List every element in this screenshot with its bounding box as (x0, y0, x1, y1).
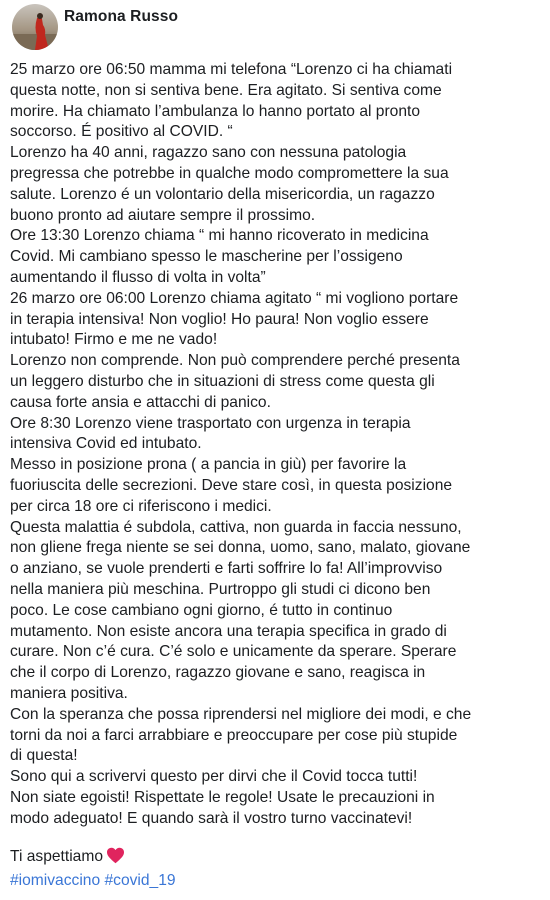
post-text-line: Con la speranza che possa riprendersi nel migliore dei modi, e che (10, 705, 472, 723)
post-text-line: curare. Non c’é cura. C’é solo e unicamente da sperare. Sperare (10, 643, 457, 661)
post-text-line: nella maniera più meschina. Purtroppo gli studi ci dicono ben (10, 580, 431, 598)
post-text-line: Covid. Mi cambiano spesso le mascherine per l’ossigeno (10, 248, 403, 266)
post-text-line: Sono qui a scrivervi questo per dirvi che il Covid tocca tutti! (10, 768, 418, 786)
post-text-line: in terapia intensiva! Non voglio! Ho paura! Non voglio essere (10, 310, 429, 328)
post-header (12, 4, 550, 54)
post-text-line: o anziano, se vuole prenderti e farti soffrire lo fa! All’improvviso (10, 560, 443, 578)
post-closing (10, 846, 544, 891)
post-text-line: fuoriuscita delle secrezioni. Deve stare così, in questa posizione (10, 476, 453, 494)
hashtag-link[interactable]: #covid_19 (104, 872, 176, 889)
post-text-line: di questa! (10, 747, 78, 765)
hashtags-line (10, 870, 544, 891)
author-name[interactable]: Ramona Russo (64, 8, 179, 25)
post-text-line: pregressa che potrebbe in qualche modo compromettere la sua (10, 164, 449, 182)
post-text (10, 60, 544, 829)
avatar[interactable] (12, 4, 58, 50)
closing-text: Ti aspettiamo (10, 848, 104, 865)
post-text-line: poco. Le cose cambiano ogni giorno, é tutto in continuo (10, 601, 393, 619)
post-text-line: Non siate egoisti! Rispettate le regole! Usate le precauzioni in (10, 788, 435, 806)
post-text-line: intubato! Firmo e me ne vado! (10, 331, 218, 349)
post-text-line: 25 marzo ore 06:50 mamma mi telefona “Lorenzo ci ha chiamati (10, 61, 453, 78)
post-text-line: mutamento. Non esiste ancora una terapia specifica in grado di (10, 622, 447, 640)
post-text-line: questa notte, non si sentiva bene. Era agitato. Si sentiva come (10, 81, 442, 99)
post-text-line: Ore 13:30 Lorenzo chiama “ mi hanno ricoverato in medicina (10, 227, 429, 245)
post-text-line: modo adeguato! E quando sarà il vostro turno vaccinatevi! (10, 809, 413, 827)
post-text-line: aumentando il flusso di volta in volta” (10, 268, 266, 286)
hashtag-link[interactable]: #iomivaccino (10, 872, 101, 889)
post-text-line: Questa malattia é subdola, cattiva, non guarda in faccia nessuno, (10, 518, 462, 536)
post-text-line: Lorenzo non comprende. Non può comprendere perché presenta (10, 352, 460, 370)
post-text-line: intensiva Covid ed intubato. (10, 435, 202, 453)
post-text-line: 26 marzo ore 06:00 Lorenzo chiama agitato “ mi vogliono portare (10, 289, 459, 307)
post-text-line: che il corpo di Lorenzo, ragazzo giovane e sano, reagisca in (10, 664, 426, 682)
post-text-line: causa forte ansia e attacchi di panico. (10, 393, 271, 411)
post-text-line: torni da noi a farci arrabbiare e preoccupare per cose più stupide (10, 726, 458, 744)
heart-icon (106, 847, 125, 870)
post-text-line: Messo in posizione prona ( a pancia in giù) per favorire la (10, 456, 407, 474)
post-text-line: non gliene frega niente se sei donna, uomo, sano, malato, giovane (10, 539, 471, 557)
profile-photo-icon (12, 4, 58, 50)
post-text-line: buono pronto ad aiutare sempre il prossimo. (10, 206, 316, 224)
post-text-line: salute. Lorenzo é un volontario della misericordia, un ragazzo (10, 185, 435, 203)
closing-line (10, 846, 544, 870)
post-text-line: soccorso. É positivo al COVID. “ (10, 123, 233, 141)
post-text-line: morire. Ha chiamato l’ambulanza lo hanno portato al pronto (10, 102, 420, 120)
post-text-line: Lorenzo ha 40 anni, ragazzo sano con nessuna patologia (10, 144, 407, 162)
post-text-line: un leggero disturbo che in situazioni di stress come questa gli (10, 372, 435, 390)
post-text-line: per circa 18 ore ci riferiscono i medici. (10, 497, 272, 515)
post-text-line: Ore 8:30 Lorenzo viene trasportato con urgenza in terapia (10, 414, 411, 432)
post-text-line: maniera positiva. (10, 684, 128, 702)
